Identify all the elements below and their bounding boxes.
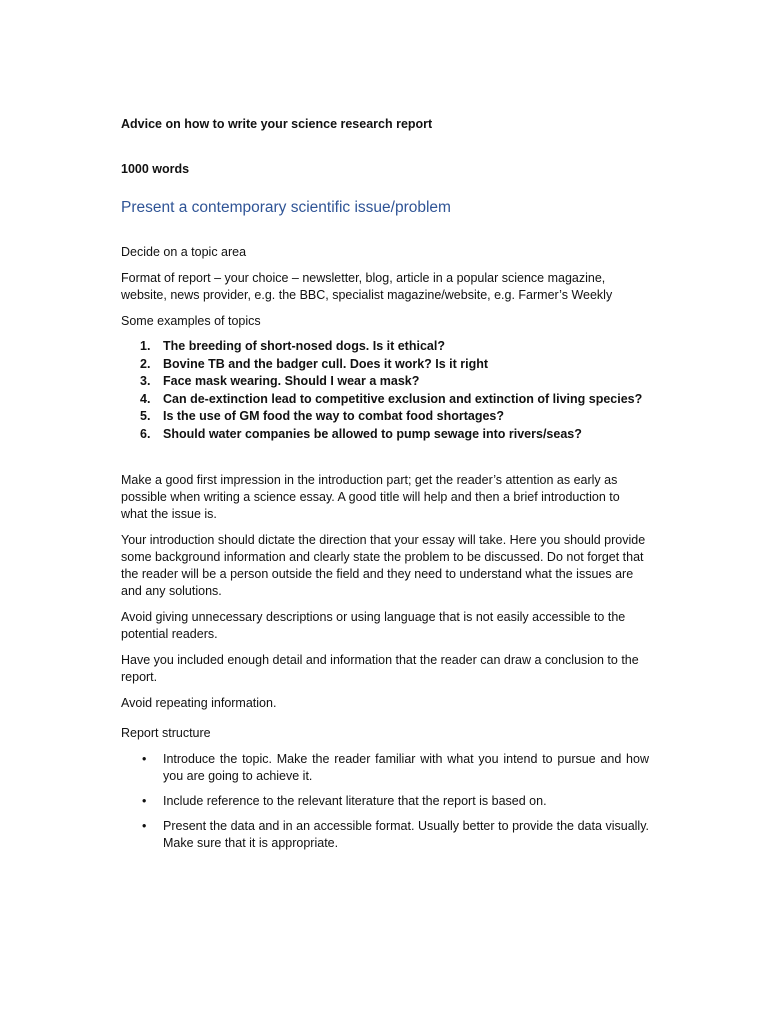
introduction-direction-paragraph: Your introduction should dictate the direction that your essay will take. Here you should provide some background information and clearly state the problem to be discussed. Do not forget that the reader will be a person outside the field and they need to understand what the issues are and any solutions. bbox=[121, 532, 646, 598]
list-item bbox=[121, 373, 649, 391]
list-item bbox=[121, 751, 649, 785]
structure-list bbox=[121, 751, 649, 852]
list-number: 3. bbox=[140, 374, 151, 389]
examples-intro: Some examples of topics bbox=[121, 314, 261, 328]
bullet-icon: • bbox=[142, 793, 147, 808]
list-number: 5. bbox=[140, 409, 151, 424]
list-item-text: Should water companies be allowed to pump sewage into rivers/seas? bbox=[163, 426, 582, 441]
structure-heading: Report structure bbox=[121, 725, 211, 740]
word-count: 1000 words bbox=[121, 162, 190, 176]
list-item bbox=[121, 338, 649, 356]
list-item bbox=[121, 793, 649, 810]
list-item bbox=[121, 426, 649, 444]
list-number: 1. bbox=[140, 339, 151, 353]
list-number: 4. bbox=[140, 391, 151, 406]
topic-area-text: Decide on a topic area bbox=[121, 245, 247, 259]
format-text: Format of report – your choice – newsletter, blog, article in a popular science magazine, website, news provider, e.g. the BBC, specialist magazine/website, e.g. Farmer’s Weekly bbox=[121, 271, 613, 302]
detail-paragraph: Have you included enough detail and information that the reader can draw a conclusion to the report. bbox=[121, 652, 639, 684]
list-item bbox=[121, 391, 649, 409]
list-item-text: Can de-extinction lead to competitive exclusion and extinction of living species? bbox=[163, 391, 643, 406]
bullet-icon: • bbox=[142, 751, 147, 766]
intro-impression-paragraph: Make a good first impression in the introduction part; get the reader’s attention as early as possible when writing a science essay. A good title will help and then a brief introduction to what the issue is. bbox=[121, 472, 620, 521]
list-item-text: Present the data and in an accessible format. Usually better to provide the data visually. Make sure that it is appropriate. bbox=[163, 818, 649, 850]
list-item bbox=[121, 818, 649, 852]
section-heading: Present a contemporary scientific issue/problem bbox=[121, 199, 451, 216]
list-item-text: Face mask wearing. Should I wear a mask? bbox=[163, 374, 420, 389]
list-item-text: The breeding of short-nosed dogs. Is it ethical? bbox=[163, 339, 445, 353]
avoid-repeating-paragraph: Avoid repeating information. bbox=[121, 695, 277, 710]
list-item-text: Is the use of GM food the way to combat food shortages? bbox=[163, 409, 504, 424]
list-item-text: Bovine TB and the badger cull. Does it work? Is it right bbox=[163, 356, 489, 371]
topics-list bbox=[121, 338, 649, 444]
avoid-descriptions-paragraph: Avoid giving unnecessary descriptions or using language that is not easily accessible to the potential readers. bbox=[121, 609, 626, 641]
list-item-text: Introduce the topic. Make the reader familiar with what you intend to pursue and how you are going to achieve it. bbox=[163, 751, 649, 783]
bullet-icon: • bbox=[142, 818, 147, 833]
list-item-text: Include reference to the relevant literature that the report is based on. bbox=[163, 793, 547, 808]
document-body bbox=[121, 116, 649, 860]
list-item bbox=[121, 408, 649, 426]
list-number: 6. bbox=[140, 426, 151, 441]
list-item bbox=[121, 356, 649, 374]
document-title: Advice on how to write your science research report bbox=[121, 117, 433, 131]
list-number: 2. bbox=[140, 356, 151, 371]
